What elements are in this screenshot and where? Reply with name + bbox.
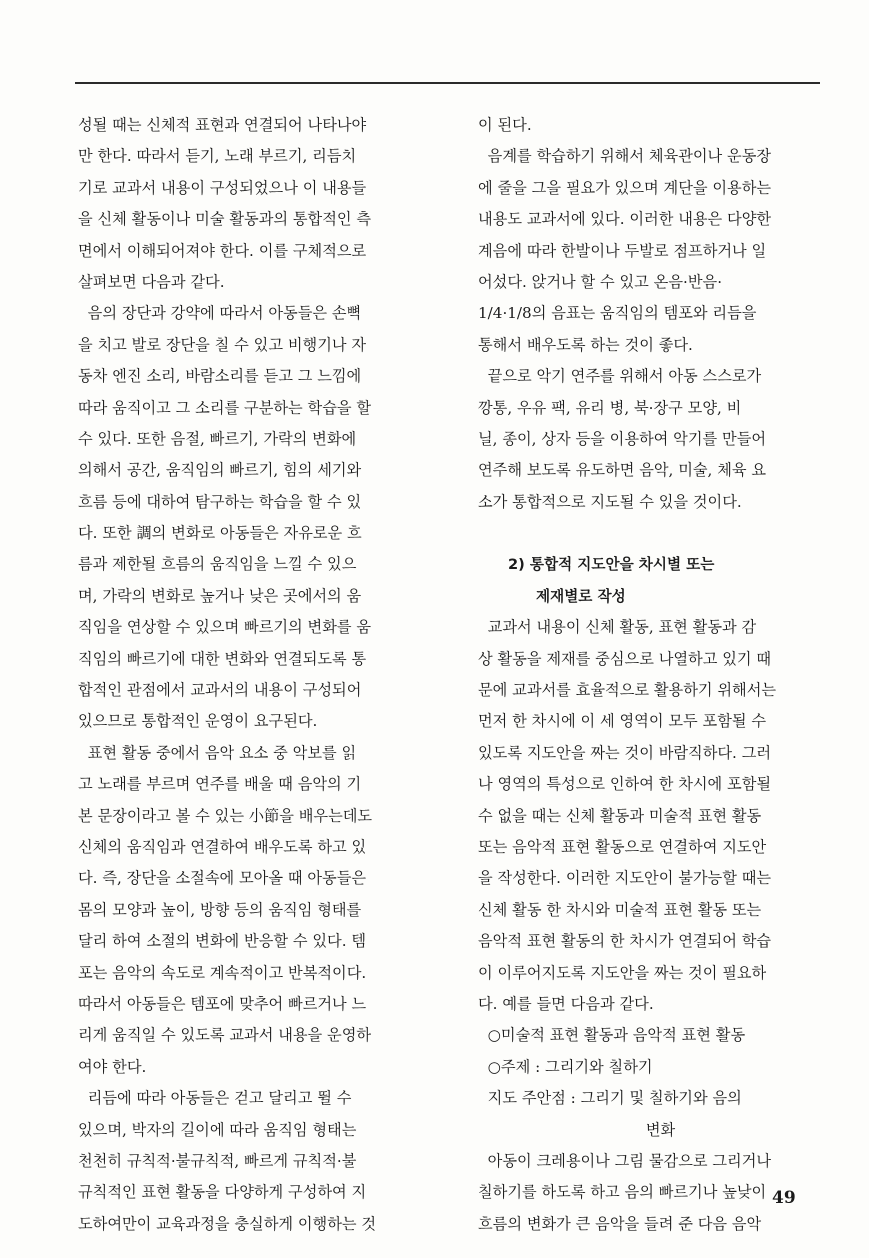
text-line: 고 노래를 부르며 연주를 배울 때 음악의 기 — [78, 775, 362, 794]
text-line: 을 신체 활동이나 미술 활동과의 통합적인 측 — [78, 210, 372, 229]
text-line: 합적인 관점에서 교과서의 내용이 구성되어 — [78, 681, 362, 700]
text-line: 있으며, 박자의 길이에 따라 움직임 형태는 — [78, 1120, 357, 1139]
text-line: 깡통, 우유 팩, 유리 병, 북·장구 모양, 비 — [478, 398, 742, 417]
text-line: 어섰다. 앉거나 할 수 있고 온음·반음· — [478, 272, 723, 291]
text-line: 면에서 이해되어져야 한다. 이를 구체적으로 — [78, 241, 367, 260]
text-line: 계음에 따라 한발이나 두발로 점프하거나 일 — [478, 241, 767, 260]
left-column — [78, 110, 423, 1240]
text-line: 다. 예를 들면 다음과 같다. — [478, 994, 654, 1013]
text-line: 음계를 학습하기 위해서 체육관이나 운동장 — [478, 147, 772, 166]
text-line: 음악적 표현 활동의 한 차시가 연결되어 학습 — [478, 932, 772, 951]
section-heading-line2: 제재별로 작성 — [536, 587, 626, 605]
text-line: 표현 활동 중에서 음악 요소 중 악보를 읽 — [78, 743, 357, 762]
text-line: 신체 활동 한 차시와 미술적 표현 활동 또는 — [478, 900, 762, 919]
text-line: 따라서 아동들은 템포에 맞추어 빠르거나 느 — [78, 994, 367, 1013]
text-line: 동차 엔진 소리, 바람소리를 듣고 그 느낌에 — [78, 367, 362, 386]
text-line: 교과서 내용이 신체 활동, 표현 활동과 감 — [478, 618, 757, 637]
text-line: 여야 한다. — [78, 1057, 147, 1076]
text-line: ○주제 : 그리기와 칠하기 — [478, 1057, 653, 1076]
text-line: 1/4·1/8의 음표는 움직임의 템포와 리듬을 — [478, 304, 757, 323]
text-line: 흐름의 변화가 큰 음악을 들려 준 다음 음악 — [478, 1214, 762, 1233]
text-line: 리게 움직일 수 있도록 교과서 내용을 운영하 — [78, 1026, 372, 1045]
text-line: 있도록 지도안을 짜는 것이 바람직하다. 그러 — [478, 743, 772, 762]
blank-line — [478, 518, 823, 549]
text-line: 성될 때는 신체적 표현과 연결되어 나타나야 — [78, 116, 367, 134]
page-number: 49 — [772, 1188, 796, 1208]
text-line: 신체의 움직임과 연결하여 배우도록 하고 있 — [78, 837, 367, 856]
text-line: 름과 제한될 흐름의 움직임을 느낄 수 있으 — [78, 555, 357, 574]
text-line: 닐, 종이, 상자 등을 이용하여 악기를 만들어 — [478, 429, 767, 448]
text-line: 문에 교과서를 효율적으로 활용하기 위해서는 — [478, 681, 777, 700]
text-line: 칠하기를 하도록 하고 음의 빠르기나 높낮이 — [478, 1183, 767, 1202]
text-line: 며, 가락의 변화로 높거나 낮은 곳에서의 움 — [78, 586, 362, 605]
text-line: 내용도 교과서에 있다. 이러한 내용은 다양한 — [478, 210, 772, 229]
text-line: 만 한다. 따라서 듣기, 노래 부르기, 리듬치 — [78, 147, 357, 166]
text-line: 수 있다. 또한 음절, 빠르기, 가락의 변화에 — [78, 429, 357, 448]
text-line: ○미술적 표현 활동과 음악적 표현 활동 — [478, 1026, 746, 1045]
text-line: 기로 교과서 내용이 구성되었으나 이 내용들 — [78, 178, 367, 197]
text-line: 을 치고 발로 장단을 칠 수 있고 비행기나 자 — [78, 335, 367, 354]
text-line: 수 없을 때는 신체 활동과 미술적 표현 활동 — [478, 806, 762, 825]
text-line: 본 문장이라고 볼 수 있는 小節을 배우는데도 — [78, 806, 373, 825]
text-line: 먼저 한 차시에 이 세 영역이 모두 포함될 수 — [478, 712, 767, 731]
text-line: 나 영역의 특성으로 인하여 한 차시에 포함될 — [478, 775, 772, 794]
text-line: 끝으로 악기 연주를 위해서 아동 스스로가 — [478, 367, 762, 386]
text-line: 몸의 모양과 높이, 방향 등의 움직임 형태를 — [78, 900, 362, 919]
text-line: 연주해 보도록 유도하면 음악, 미술, 체육 요 — [478, 461, 767, 480]
text-line: 소가 통합적으로 지도될 수 있을 것이다. — [478, 492, 742, 511]
text-line: 을 작성한다. 이러한 지도안이 불가능할 때는 — [478, 869, 772, 888]
text-line: 이 된다. — [478, 116, 532, 134]
text-line: 또는 음악적 표현 활동으로 연결하여 지도안 — [478, 837, 767, 856]
text-line: 따라 움직이고 그 소리를 구분하는 학습을 할 — [78, 398, 372, 417]
text-line: 지도 주안점 : 그리기 및 칠하기와 음의 — [478, 1089, 742, 1108]
text-line: 있으므로 통합적인 운영이 요구된다. — [78, 712, 318, 731]
text-line: 리듬에 따라 아동들은 걷고 달리고 뛸 수 — [78, 1089, 352, 1108]
header-rule — [75, 82, 820, 84]
text-line: 상 활동을 제재를 중심으로 나열하고 있기 때 — [478, 649, 772, 668]
text-line: 에 줄을 그을 필요가 있으며 계단을 이용하는 — [478, 178, 772, 197]
text-line: 흐름 등에 대하여 탐구하는 학습을 할 수 있 — [78, 492, 362, 511]
text-line: 살펴보면 다음과 같다. — [78, 272, 225, 291]
text-line: 직임을 연상할 수 있으며 빠르기의 변화를 움 — [78, 618, 372, 637]
text-line: 의해서 공간, 움직임의 빠르기, 힘의 세기와 — [78, 461, 362, 480]
section-heading-line1: 2) 통합적 지도안을 차시별 또는 — [508, 556, 715, 574]
centered-word: 변화 — [645, 1120, 676, 1139]
text-line: 다. 또한 調의 변화로 아동들은 자유로운 흐 — [78, 524, 362, 543]
text-line: 도하여만이 교육과정을 충실하게 이행하는 것 — [78, 1214, 377, 1233]
text-line: 아동이 크레용이나 그림 물감으로 그리거나 — [478, 1151, 772, 1170]
text-line: 직임의 빠르기에 대한 변화와 연결되도록 통 — [78, 649, 367, 668]
text-line: 달리 하여 소절의 변화에 반응할 수 있다. 템 — [78, 932, 367, 951]
text-line: 음의 장단과 강약에 따라서 아동들은 손뼉 — [78, 304, 362, 323]
text-line: 규칙적인 표현 활동을 다양하게 구성하여 지 — [78, 1183, 367, 1202]
text-line: 다. 즉, 장단을 소절속에 모아올 때 아동들은 — [78, 869, 367, 888]
right-column — [478, 110, 823, 1240]
text-line: 통해서 배우도록 하는 것이 좋다. — [478, 335, 693, 354]
text-line: 포는 음악의 속도로 계속적이고 반복적이다. — [78, 963, 367, 982]
text-line: 이 이루어지도록 지도안을 짜는 것이 필요하 — [478, 963, 767, 982]
text-line: 천천히 규칙적·불규칙적, 빠르게 규칙적·불 — [78, 1151, 357, 1170]
